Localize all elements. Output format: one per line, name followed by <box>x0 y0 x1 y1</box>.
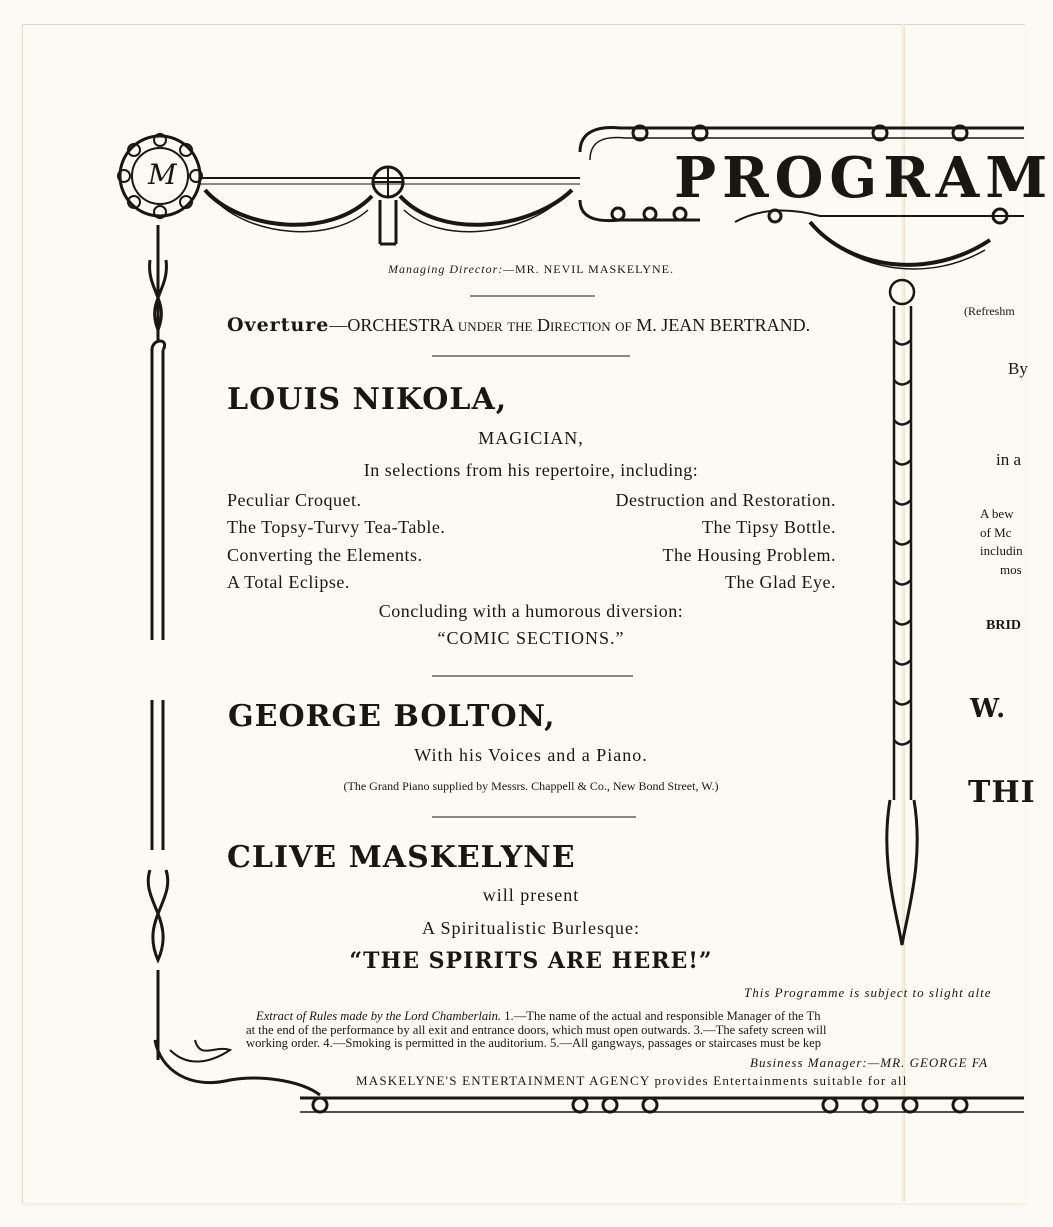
fragment: of Mc <box>980 525 1012 540</box>
right-panel <box>930 300 1036 820</box>
extract-line-3: working order. 4.—Smoking is permitted in the auditorium. 5.—All gangways, passages or staircases must be kep <box>246 1036 822 1050</box>
extract-label: Extract of Rules made by the Lord Chamberlain. <box>256 1009 502 1023</box>
act3-line1: will present <box>482 885 580 905</box>
list-item: Converting the Elements. <box>227 544 423 565</box>
extract-text-1: 1.—The name of the actual and responsible Manager of the Th <box>504 1009 821 1023</box>
subject-note: This Programme is subject to slight alte <box>744 985 992 1000</box>
list-item: Peculiar Croquet. <box>227 490 362 510</box>
fragment-thi: THI <box>968 775 1036 810</box>
managing-director-name: MR. NEVIL MASKELYNE. <box>514 262 674 276</box>
page-title: PROGRAM <box>674 145 1053 211</box>
act1-finale: “COMIC SECTIONS.” <box>437 628 625 648</box>
fragment-w: W. <box>970 694 1007 724</box>
overture-line <box>227 314 810 336</box>
list-item: The Tipsy Bottle. <box>701 517 836 538</box>
fragment: includin <box>980 543 1023 558</box>
fragment: mos <box>1000 562 1022 577</box>
business-manager: Business Manager:—MR. GEORGE FA <box>750 1055 989 1070</box>
act2-name: GEORGE BOLTON, <box>228 699 556 734</box>
extract-line-1 <box>246 1010 1046 1024</box>
act2-line: With his Voices and a Piano. <box>414 745 648 765</box>
act2-note: (The Grand Piano supplied by Messrs. Chappell & Co., New Bond Street, W.) <box>343 779 719 793</box>
list-item: The Topsy-Turvy Tea-Table. <box>227 517 446 538</box>
act1-role: MAGICIAN, <box>478 428 584 448</box>
list-item: A Total Eclipse. <box>227 571 350 592</box>
act3-name: CLIVE MASKELYNE <box>227 840 576 875</box>
overture-text: —ORCHESTRA under the Direction of M. JEAN BERTRAND. <box>329 315 811 335</box>
agency-line: MASKELYNE'S ENTERTAINMENT AGENCY provides Entertainments suitable for all <box>356 1073 908 1088</box>
act3-line2: A Spiritualistic Burlesque: <box>422 918 640 938</box>
act1-list-right <box>536 487 836 596</box>
managing-director-label: Managing Director:— <box>388 262 515 276</box>
act3-title: “THE SPIRITS ARE HERE!” <box>349 948 713 974</box>
list-item: The Housing Problem. <box>662 544 836 565</box>
extract-rules <box>246 1010 1046 1051</box>
managing-director-line <box>226 262 836 277</box>
act1-list-left <box>227 487 445 596</box>
extract-line-2: at the end of the performance by all exit and entrance doors, which must open outwards. 3.—The safety screen will <box>246 1022 827 1037</box>
monogram-letter: M <box>148 158 177 191</box>
list-item: Destruction and Restoration. <box>615 490 836 510</box>
fragment: By <box>1008 359 1028 378</box>
act1-name: LOUIS NIKOLA, <box>227 382 508 417</box>
list-item: The Glad Eye. <box>725 571 836 592</box>
act1-intro: In selections from his repertoire, including: <box>363 460 699 480</box>
fragment: BRID <box>986 618 1022 633</box>
overture-heading: Overture <box>227 314 330 336</box>
act1-concluding: Concluding with a humorous diversion: <box>378 601 684 621</box>
fragment: (Refreshm <box>964 304 1015 318</box>
fragment: in a <box>996 450 1022 469</box>
fragment: A bew <box>980 506 1014 521</box>
